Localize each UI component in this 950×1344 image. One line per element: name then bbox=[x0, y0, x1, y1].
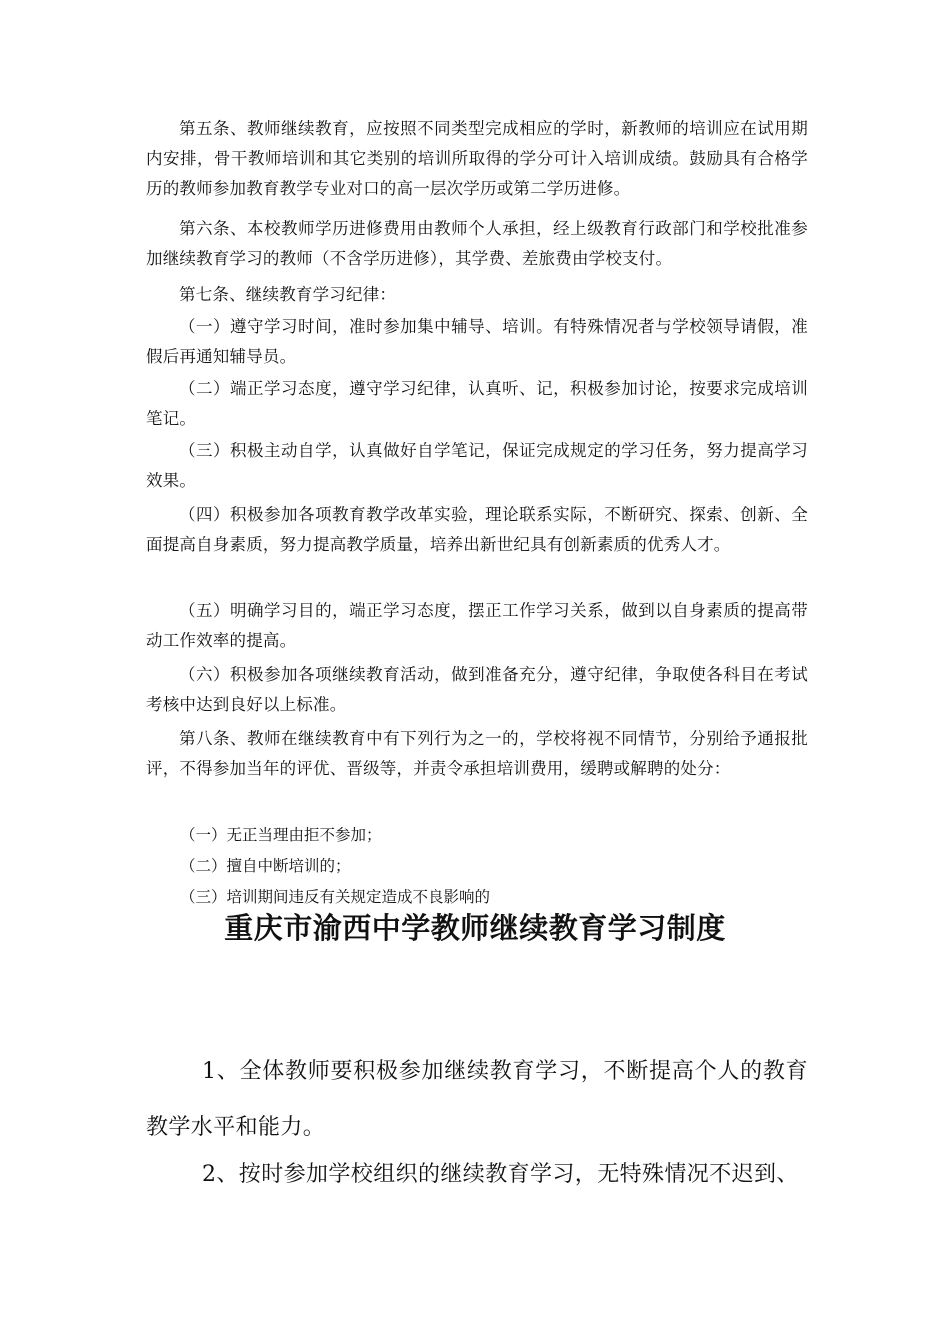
article-7-heading: 第七条、继续教育学习纪律： bbox=[179, 285, 397, 304]
rule-2-paragraph: 2、按时参加学校组织的继续教育学习，无特殊情况不迟到、 bbox=[202, 1162, 799, 1187]
article-7-item-2: （二）端正学习态度，遵守学习纪律，认真听、记，积极参加讨论，按要求完成培训笔记。 bbox=[146, 379, 808, 428]
article-7-item-6: （六）积极参加各项继续教育活动，做到准备充分，遵守纪律，争取使各科目在考试考核中达到良好以上标准。 bbox=[146, 665, 808, 714]
article-5-paragraph: 第五条、教师继续教育，应按照不同类型完成相应的学时，新教师的培训应在试用期内安排，骨干教师培训和其它类别的培训所取得的学分可计入培训成绩。鼓励具有合格学历的教师参加教育教学专业对口的高一层次学历或第二学历进修。 bbox=[146, 119, 808, 198]
article-8-item-2: （二）擅自中断培训的； bbox=[180, 857, 351, 875]
article-8-item-1: （一）无正当理由拒不参加； bbox=[180, 826, 382, 844]
article-7-item-1: （一）遵守学习时间，准时参加集中辅导、培训。有特殊情况者与学校领导请假，准假后再通知辅导员。 bbox=[146, 317, 808, 366]
rule-1-paragraph: 1、全体教师要积极参加继续教育学习，不断提高个人的教育教学水平和能力。 bbox=[146, 1059, 808, 1140]
article-7-item-5: （五）明确学习目的，端正学习态度，摆正工作学习关系，做到以自身素质的提高带动工作效率的提高。 bbox=[146, 601, 808, 650]
document-title: 重庆市渝西中学教师继续教育学习制度 bbox=[224, 911, 726, 945]
article-8-paragraph: 第八条、教师在继续教育中有下列行为之一的，学校将视不同情节，分别给予通报批评，不得参加当年的评优、晋级等，并责令承担培训费用，缓聘或解聘的处分： bbox=[146, 729, 808, 778]
article-8-item-3: （三）培训期间违反有关规定造成不良影响的 bbox=[180, 888, 491, 906]
article-6-paragraph: 第六条、本校教师学历进修费用由教师个人承担，经上级教育行政部门和学校批准参加继续教育学习的教师（不含学历进修），其学费、差旅费由学校支付。 bbox=[146, 219, 808, 268]
article-7-item-4: （四）积极参加各项教育教学改革实验，理论联系实际，不断研究、探索、创新、全面提高自身素质，努力提高教学质量，培养出新世纪具有创新素质的优秀人才。 bbox=[146, 505, 808, 554]
article-7-item-3: （三）积极主动自学，认真做好自学笔记，保证完成规定的学习任务，努力提高学习效果。 bbox=[146, 441, 808, 490]
